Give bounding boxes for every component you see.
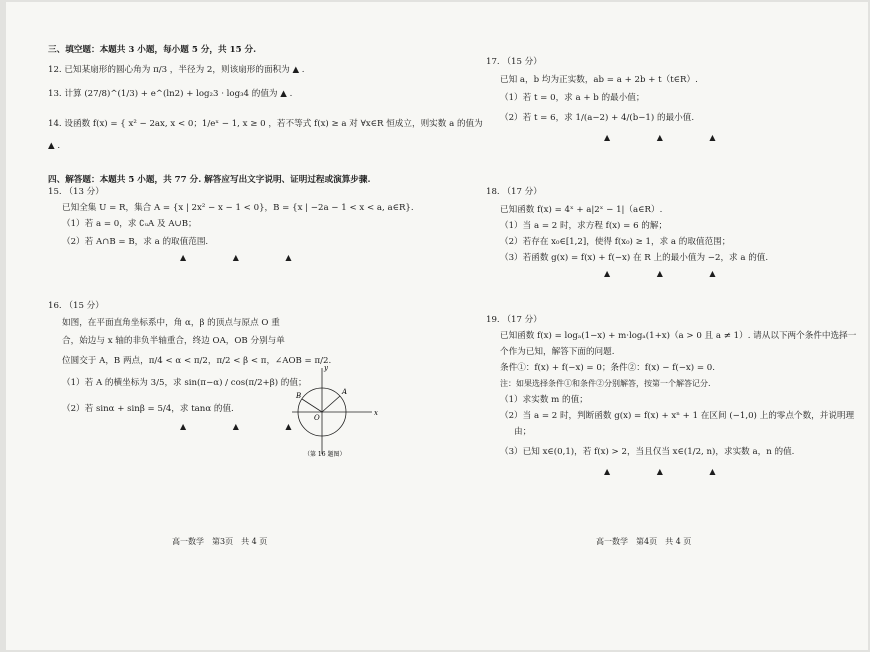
page-4-column xyxy=(486,56,857,478)
question-19-part-3: （3）已知 x∈(0,1)，若 f(x) > 2，当且仅当 x∈(1/2, n)，求实数 a，n 的值. xyxy=(500,447,795,457)
ray-ob xyxy=(302,399,322,412)
question-15-header: 15. （13 分） xyxy=(48,187,104,197)
end-marks: ▲ ▲ ▲ xyxy=(180,253,314,262)
question-16-header: 16. （15 分） xyxy=(48,301,104,311)
question-17-header: 17. （15 分） xyxy=(486,57,542,67)
question-19-stem-line-2: 个作为已知，解答下面的问题. xyxy=(500,347,615,357)
footer-page-3: 高一数学 第3页 共 4 页 xyxy=(172,537,268,546)
footer-page-4: 高一数学 第4页 共 4 页 xyxy=(596,537,692,546)
question-14: 14. 设函数 f(x) = { x² − 2ax, x < 0；1/eˣ − 1, x ≥ 0 ，若不等式 f(x) ≥ a 对 ∀x∈R 恒成立，则实数 a 的值为 xyxy=(48,119,483,129)
question-17-part-1: （1）若 t = 0，求 a + b 的最小值； xyxy=(500,93,645,103)
question-19-part-2: （2）当 a = 2 时，判断函数 g(x) = f(x) + xⁿ + 1 在区间 (−1,0) 上的零点个数，并说明理 xyxy=(500,411,855,421)
y-label: y xyxy=(324,364,328,372)
question-15-stem: 已知全集 U = R，集合 A = {x | 2x² − x − 1 < 0}，B = {x | −2a − 1 < x < a, a∈R}. xyxy=(62,203,414,213)
question-15-part-1: （1）若 a = 0，求 ∁ᵤA 及 A∪B； xyxy=(62,219,197,229)
question-19-header: 19. （17 分） xyxy=(486,315,542,325)
question-19-part-2-continued: 由； xyxy=(514,427,532,437)
question-18-header: 18. （17 分） xyxy=(486,187,542,197)
point-a-label: A xyxy=(342,388,348,396)
question-16-part-1: （1）若 A 的横坐标为 3/5，求 sin(π−α) / cos(π/2+β) 的值； xyxy=(62,378,307,388)
end-marks: ▲ ▲ ▲ xyxy=(604,133,738,142)
question-17-part-2: （2）若 t = 6，求 1/(a−2) + 4/(b−1) 的最小值. xyxy=(500,113,695,123)
question-16-stem-line-3: 位圆交于 A，B 两点，π/4 < α < π/2，π/2 < β < π，∠AOB = π/2. xyxy=(62,356,332,366)
question-16-part-2: （2）若 sinα + sinβ = 5/4，求 tanα 的值. xyxy=(62,404,234,414)
end-marks: ▲ ▲ ▲ xyxy=(604,269,738,278)
question-13: 13. 计算 (27/8)^(1/3) + e^(ln2) + log₂3 · log₃4 的值为 ▲ . xyxy=(48,89,293,99)
question-19-note: 注：如果选择条件①和条件②分别解答，按第一个解答记分. xyxy=(500,379,711,388)
ray-oa xyxy=(322,396,340,412)
origin-label: O xyxy=(314,414,320,422)
question-14-continued: ▲ . xyxy=(48,141,61,151)
figure-caption: （第 16 题图） xyxy=(304,451,346,458)
question-15-part-2: （2）若 A∩B = B，求 a 的取值范围. xyxy=(62,237,209,247)
question-18-part-1: （1）当 a = 2 时，求方程 f(x) = 6 的解； xyxy=(500,221,668,231)
question-19-conditions: 条件①：f(x) + f(−x) = 0；条件②：f(x) − f(−x) = 0. xyxy=(500,363,715,373)
question-19-part-1: （1）求实数 m 的值； xyxy=(500,395,588,405)
question-16-stem-line-2: 合，始边与 x 轴的非负半轴重合，终边 OA，OB 分别与单 xyxy=(62,336,285,346)
question-18-stem: 已知函数 f(x) = 4ˣ + a|2ˣ − 1|（a∈R）. xyxy=(500,205,663,215)
question-19-stem-line-1: 已知函数 f(x) = logₐ(1−x) + m·logₐ(1+x)（a > 0 且 a ≠ 1）. 请从以下两个条件中选择一 xyxy=(500,331,857,341)
question-18-part-3: （3）若函数 g(x) = f(x) + f(−x) 在 R 上的最小值为 −2，求 a 的值. xyxy=(500,253,769,263)
section-3-heading: 三、填空题：本题共 3 小题，每小题 5 分，共 15 分. xyxy=(48,45,257,55)
section-4-heading: 四、解答题：本题共 5 小题，共 77 分. 解答应写出文字说明、证明过程或演算步骤. xyxy=(48,175,371,185)
question-12: 12. 已知某扇形的圆心角为 π/3 ，半径为 2，则该扇形的面积为 ▲ . xyxy=(48,65,305,75)
point-b-label: B xyxy=(296,392,302,400)
question-16-stem-line-1: 如图，在平面直角坐标系中，角 α，β 的顶点与原点 O 重 xyxy=(62,318,280,328)
question-18-part-2: （2）若存在 x₀∈[1,2]，使得 f(x₀) ≥ 1，求 a 的取值范围； xyxy=(500,237,731,247)
exam-sheet xyxy=(6,2,868,650)
end-marks: ▲ ▲ ▲ xyxy=(180,422,314,431)
question-17-stem: 已知 a，b 均为正实数，ab = a + 2b + t（t∈R）. xyxy=(500,75,698,85)
x-label: x xyxy=(374,409,378,417)
end-marks: ▲ ▲ ▲ xyxy=(604,467,738,476)
unit-circle-figure xyxy=(288,360,388,460)
